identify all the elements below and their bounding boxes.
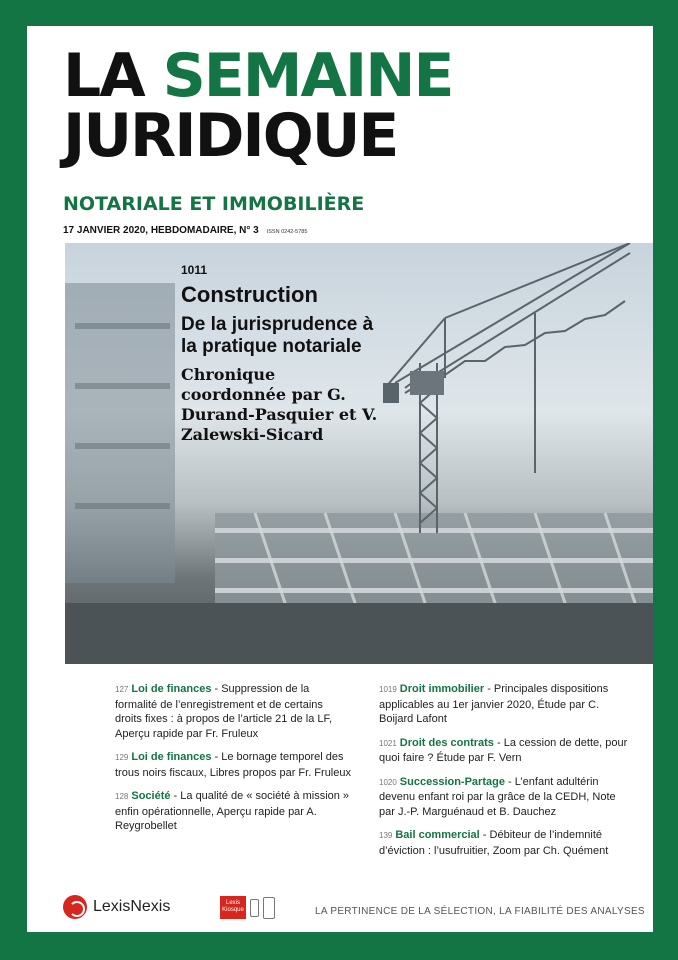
lexis-kiosque [220, 896, 275, 919]
toc-item [379, 828, 629, 858]
tagline: LA PERTINENCE DE LA SÉLECTION, LA FIABILITÉ DES ANALYSES [315, 906, 645, 917]
masthead-subtitle: NOTARIALE ET IMMOBILIÈRE [63, 193, 365, 215]
toc-item [379, 775, 629, 820]
toc-number: 128 [115, 792, 129, 801]
toc-text: - L’enfant adultérin devenu enfant roi par la grâce de la CEDH, Note par J.-P. Marguénaud et B. Dauchez [379, 775, 616, 818]
toc-item [115, 682, 351, 741]
feature-number: 1011 [181, 263, 208, 277]
title-semaine: SEMAINE [162, 41, 453, 111]
feature-credit: Chronique coordonnée par G. Durand-Pasquier et V. Zalewski-Sicard [181, 365, 378, 444]
contents-right-column [379, 682, 629, 867]
toc-category: Succession-Partage [399, 775, 505, 788]
feature-subheading: De la jurisprudence à la pratique notariale [181, 314, 374, 357]
toc-number: 129 [115, 753, 129, 762]
title-la: LA [63, 41, 163, 111]
issn: ISSN 0242-5785 [266, 229, 308, 235]
lexisnexis-logo [63, 895, 170, 919]
lexisnexis-logo-icon [63, 895, 87, 919]
contents-left-column [115, 682, 351, 843]
phone-icon [250, 899, 259, 917]
toc-item [115, 789, 351, 834]
toc-category: Bail commercial [395, 829, 480, 841]
toc-text: - Débiteur de l’indemnité d’éviction : l’usufruitier, Zoom par Ch. Quément [379, 829, 609, 857]
toc-text: - Suppression de la formalité de l’enregistrement et de certains droits fixes : à propos de l’article 21 de la LF, Aperçu rapide par Fr. Fruleux [115, 683, 333, 740]
toc-number: 1021 [379, 738, 397, 748]
feature-block [181, 263, 391, 445]
toc-category: Droit des contrats [399, 736, 494, 749]
toc-text: - Le bornage temporel des trous noirs fiscaux, Libres propos par Fr. Fruleux [115, 751, 351, 779]
issue-dateline [63, 225, 307, 236]
toc-number: 127 [115, 685, 129, 694]
toc-item [379, 736, 629, 766]
toc-item [379, 682, 629, 727]
kiosque-line2: Kiosque [222, 907, 244, 913]
toc-number: 1019 [379, 685, 397, 694]
toc-category: Droit immobilier [399, 683, 485, 695]
feature-heading: Construction [181, 282, 318, 307]
toc-text: - Principales dispositions applicables au 1er janvier 2020, Étude par C. Boijard Lafont [379, 683, 609, 725]
issue-date: 17 JANVIER 2020, HEBDOMADAIRE, N° 3 [63, 225, 259, 236]
masthead-title [63, 41, 453, 171]
tablet-icon [263, 897, 275, 919]
logo-text: LexisNexis [93, 898, 171, 915]
toc-number: 1020 [379, 777, 397, 787]
toc-number: 139 [379, 831, 393, 840]
kiosque-line1: Lexis [225, 900, 240, 906]
toc-text: - La qualité de « société à mission » enfin opérationnelle, Aperçu rapide par A. Reygrobellet [115, 790, 350, 832]
cover-photo [65, 243, 653, 664]
toc-category: Loi de finances [131, 751, 212, 763]
toc-category: Société [131, 790, 171, 802]
title-juridique: JURIDIQUE [63, 101, 398, 171]
toc-text: - La cession de dette, pour quoi faire ? Étude par F. Vern [379, 736, 628, 764]
toc-item [115, 750, 351, 780]
toc-category: Loi de finances [131, 683, 212, 695]
cover-page [27, 26, 653, 932]
kiosque-badge [220, 896, 246, 919]
